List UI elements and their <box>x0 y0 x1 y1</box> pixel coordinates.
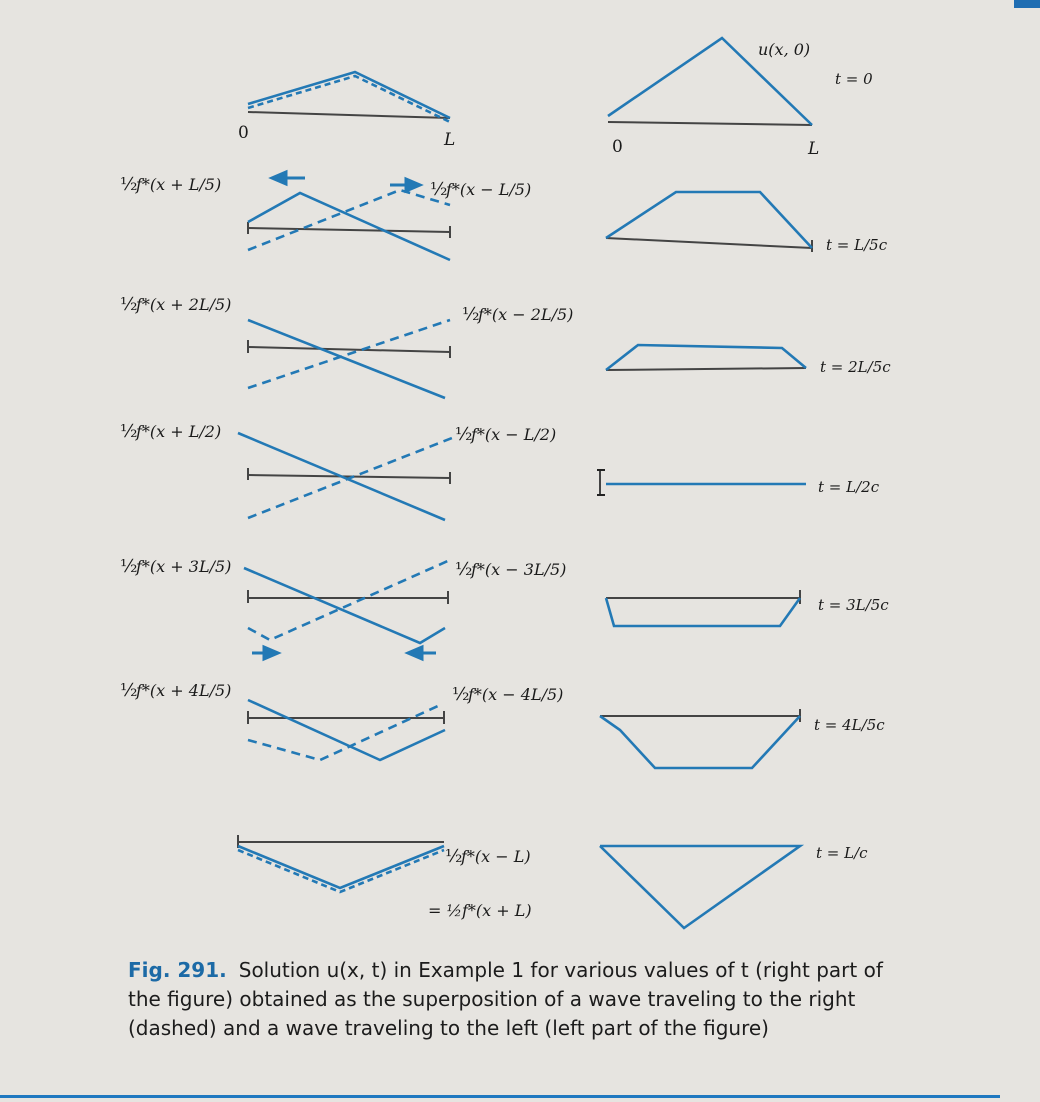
right-wave-label: f*(x − L/5) <box>446 180 532 199</box>
time-label: t = 0 <box>835 70 873 88</box>
right-wave-label: f*(x − 3L/5) <box>471 560 567 579</box>
left-waves <box>238 72 452 892</box>
right-end-label: L <box>808 139 820 159</box>
left-wave-label: f*(x + 4L/5) <box>136 681 232 700</box>
right-title: u(x, 0) <box>758 40 811 59</box>
figure-caption <box>128 956 888 1043</box>
left-wave-label: f*(x + L/5) <box>136 175 222 194</box>
right-waves <box>600 38 812 928</box>
half-coefficient: ½ <box>120 174 138 195</box>
time-label: t = L/5c <box>826 236 888 254</box>
time-label: t = 4L/5c <box>814 716 885 734</box>
right-wave-label: f*(x − 4L/5) <box>468 685 564 704</box>
left-wave-label: f*(x + 3L/5) <box>136 557 232 576</box>
half-coefficient: ½ <box>120 680 138 701</box>
half-coefficient: ½ <box>120 294 138 315</box>
right-wave-label: f*(x − 2L/5) <box>478 305 574 324</box>
time-label: t = L/2c <box>818 478 880 496</box>
half-coefficient: ½ <box>430 179 448 200</box>
half-coefficient: ½ <box>455 424 473 445</box>
time-label: t = L/c <box>816 844 868 862</box>
caption-text: Solution u(x, t) in Example 1 for various values of t (right part of the figure) obtained as the superposition of a wave traveling to the right (dashed) and a wave traveling to the left (left part of the figure) <box>128 958 883 1040</box>
half-coefficient: ½ <box>445 846 463 867</box>
figure-number: Fig. 291. <box>128 958 227 982</box>
right-wave-label: f*(x − L) <box>461 847 531 866</box>
right-origin-label: 0 <box>612 137 623 157</box>
time-label: t = 3L/5c <box>818 596 889 614</box>
time-label: t = 2L/5c <box>820 358 891 376</box>
left-origin-label: 0 <box>238 123 249 143</box>
left-labels <box>120 123 573 920</box>
bottom-equation: = ½f*(x + L) <box>428 901 532 920</box>
right-labels <box>612 40 891 862</box>
right-wave-label: f*(x − L/2) <box>471 425 557 444</box>
half-coefficient: ½ <box>120 556 138 577</box>
direction-arrows <box>252 172 436 659</box>
half-coefficient: ½ <box>120 421 138 442</box>
half-coefficient: ½ <box>462 304 480 325</box>
half-coefficient: ½ <box>452 684 470 705</box>
left-wave-label: f*(x + 2L/5) <box>136 295 232 314</box>
left-wave-label: f*(x + L/2) <box>136 422 222 441</box>
left-axes <box>238 112 450 848</box>
half-coefficient: ½ <box>455 559 473 580</box>
bottom-accent <box>0 1095 1000 1098</box>
left-end-label: L <box>444 130 456 150</box>
